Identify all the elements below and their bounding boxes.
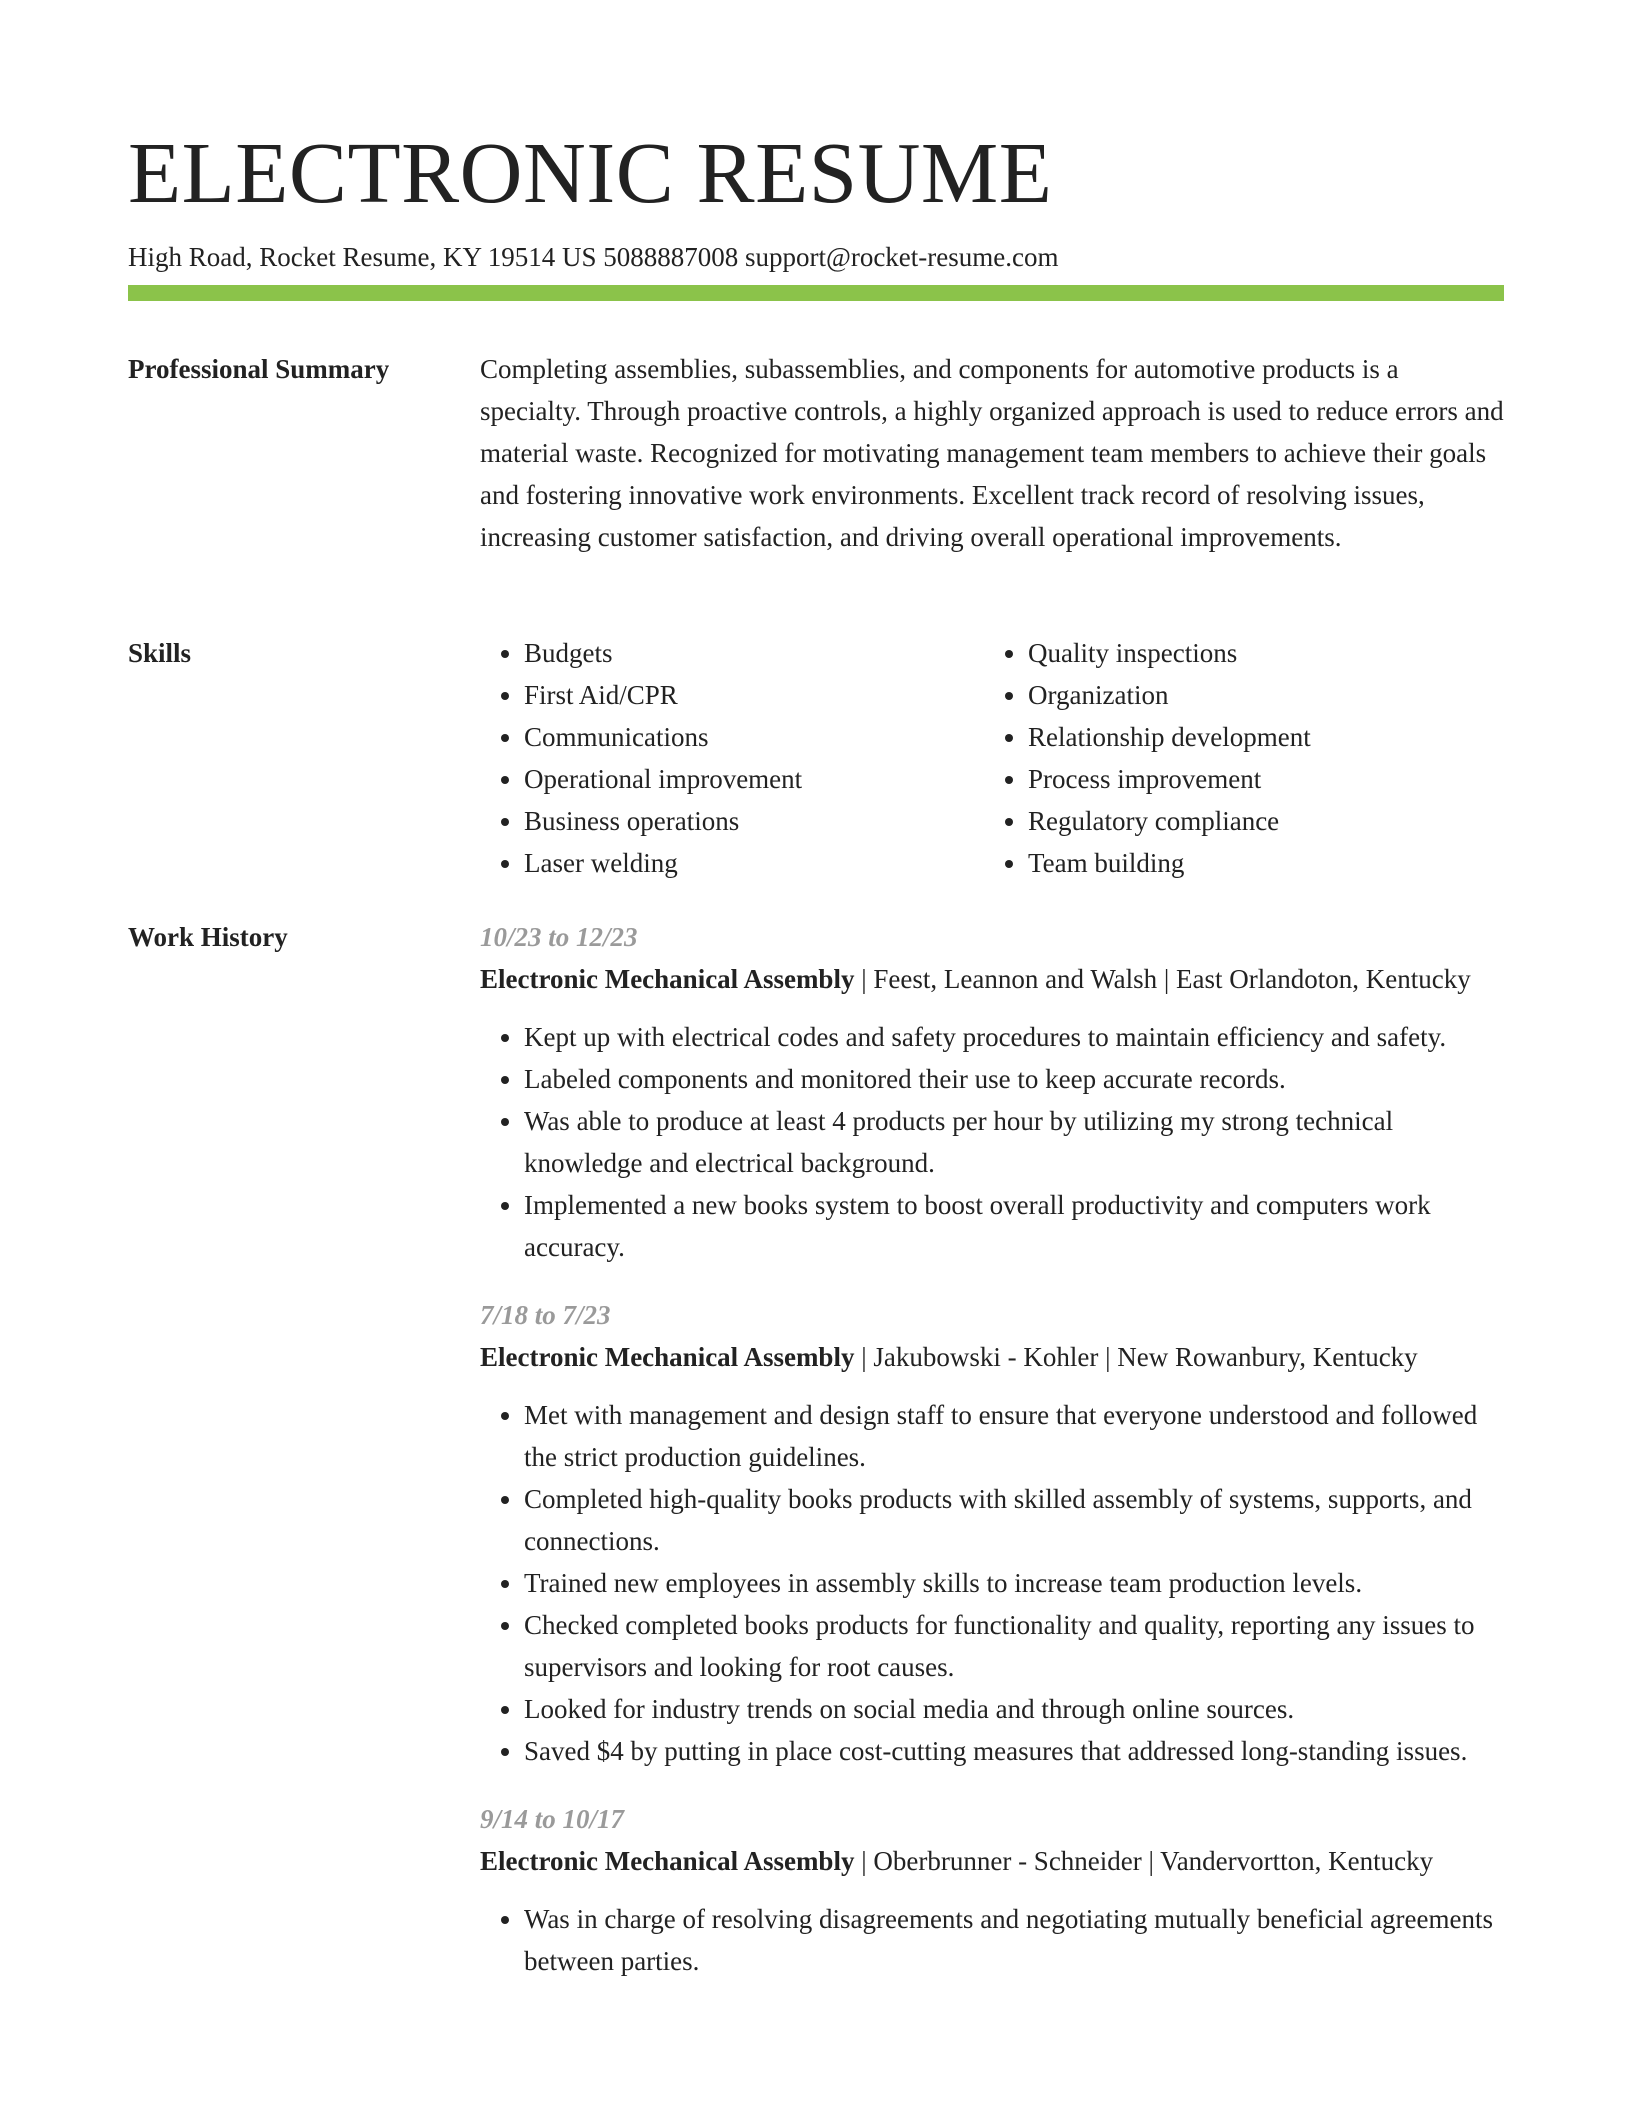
job-details: | Feest, Leannon and Walsh | East Orlandoton, Kentucky bbox=[854, 964, 1471, 994]
section-title-summary: Professional Summary bbox=[128, 354, 390, 384]
job-bullet: • Looked for industry trends on social media and through online sources. bbox=[524, 1688, 1504, 1730]
skill-item: • Laser welding bbox=[524, 842, 984, 884]
skill-item: • Regulatory compliance bbox=[1028, 800, 1488, 842]
accent-divider bbox=[128, 285, 1504, 301]
job-bullet-list bbox=[480, 1898, 1504, 1982]
job-bullet: • Labeled components and monitored their use to keep accurate records. bbox=[524, 1058, 1504, 1100]
job-title: Electronic Mechanical Assembly bbox=[480, 964, 855, 994]
skill-item: • Communications bbox=[524, 716, 984, 758]
job-details: | Jakubowski - Kohler | New Rowanbury, Kentucky bbox=[854, 1342, 1418, 1372]
skills-body bbox=[480, 632, 1504, 884]
job-bullet: • Saved $4 by putting in place cost-cutting measures that addressed long-standing issues. bbox=[524, 1730, 1504, 1772]
skills-list-right bbox=[984, 632, 1488, 884]
skill-item: • Relationship development bbox=[1028, 716, 1488, 758]
job-title-line bbox=[480, 1840, 1504, 1882]
job-bullet: • Implemented a new books system to boost overall productivity and computers work accuracy. bbox=[524, 1184, 1504, 1268]
skill-item: • Team building bbox=[1028, 842, 1488, 884]
skill-item: • First Aid/CPR bbox=[524, 674, 984, 716]
job-dates: 7/18 to 7/23 bbox=[480, 1300, 611, 1330]
job-bullet: • Kept up with electrical codes and safety procedures to maintain efficiency and safety. bbox=[524, 1016, 1504, 1058]
job-bullet: • Completed high-quality books products with skilled assembly of systems, supports, and connections. bbox=[524, 1478, 1504, 1562]
job-title-line bbox=[480, 1336, 1504, 1378]
section-professional-summary bbox=[128, 348, 1504, 608]
job-bullet-list bbox=[480, 1394, 1504, 1772]
skill-item: • Business operations bbox=[524, 800, 984, 842]
job-entry bbox=[480, 1798, 1504, 1982]
job-bullet: • Was able to produce at least 4 products per hour by utilizing my strong technical knowledge and electrical background. bbox=[524, 1100, 1504, 1184]
section-title-skills: Skills bbox=[128, 638, 192, 668]
job-bullet: • Was in charge of resolving disagreements and negotiating mutually beneficial agreements between parties. bbox=[524, 1898, 1504, 1982]
job-title: Electronic Mechanical Assembly bbox=[480, 1342, 855, 1372]
summary-body bbox=[480, 348, 1504, 558]
job-title: Electronic Mechanical Assembly bbox=[480, 1846, 855, 1876]
contact-line: High Road, Rocket Resume, KY 19514 US 5088887008 support@rocket-resume.com bbox=[128, 242, 1059, 272]
skill-item: • Quality inspections bbox=[1028, 632, 1488, 674]
job-bullet-list bbox=[480, 1016, 1504, 1268]
skill-item: • Operational improvement bbox=[524, 758, 984, 800]
job-bullet: • Checked completed books products for functionality and quality, reporting any issues to supervisors and looking for root causes. bbox=[524, 1604, 1504, 1688]
work-body bbox=[480, 916, 1504, 2008]
job-dates: 10/23 to 12/23 bbox=[480, 922, 638, 952]
job-bullet: • Trained new employees in assembly skills to increase team production levels. bbox=[524, 1562, 1504, 1604]
job-bullet: • Met with management and design staff to ensure that everyone understood and followed the strict production guidelines. bbox=[524, 1394, 1504, 1478]
resume-header bbox=[128, 118, 1504, 275]
skills-list-left bbox=[480, 632, 984, 884]
job-entry bbox=[480, 1294, 1504, 1772]
skill-item: • Process improvement bbox=[1028, 758, 1488, 800]
section-work-history bbox=[128, 916, 1504, 2112]
job-title-line bbox=[480, 958, 1504, 1000]
skill-item: • Organization bbox=[1028, 674, 1488, 716]
summary-text: Completing assemblies, subassemblies, and components for automotive products is a specialty. Through proactive controls, a highly organized approach is used to reduce errors and material waste. Recognized for motivating management team members to achieve their goals and fostering innovative work environments. Excellent track record of resolving issues, increasing customer satisfaction, and driving overall operational improvements. bbox=[480, 354, 1504, 552]
job-entry bbox=[480, 916, 1504, 1268]
section-skills bbox=[128, 632, 1504, 892]
section-title-work: Work History bbox=[128, 922, 288, 952]
skill-item: • Budgets bbox=[524, 632, 984, 674]
job-details: | Oberbrunner - Schneider | Vandervortton, Kentucky bbox=[854, 1846, 1434, 1876]
job-dates: 9/14 to 10/17 bbox=[480, 1804, 625, 1834]
resume-name: ELECTRONIC RESUME bbox=[128, 124, 1053, 221]
skills-columns bbox=[480, 632, 1504, 884]
